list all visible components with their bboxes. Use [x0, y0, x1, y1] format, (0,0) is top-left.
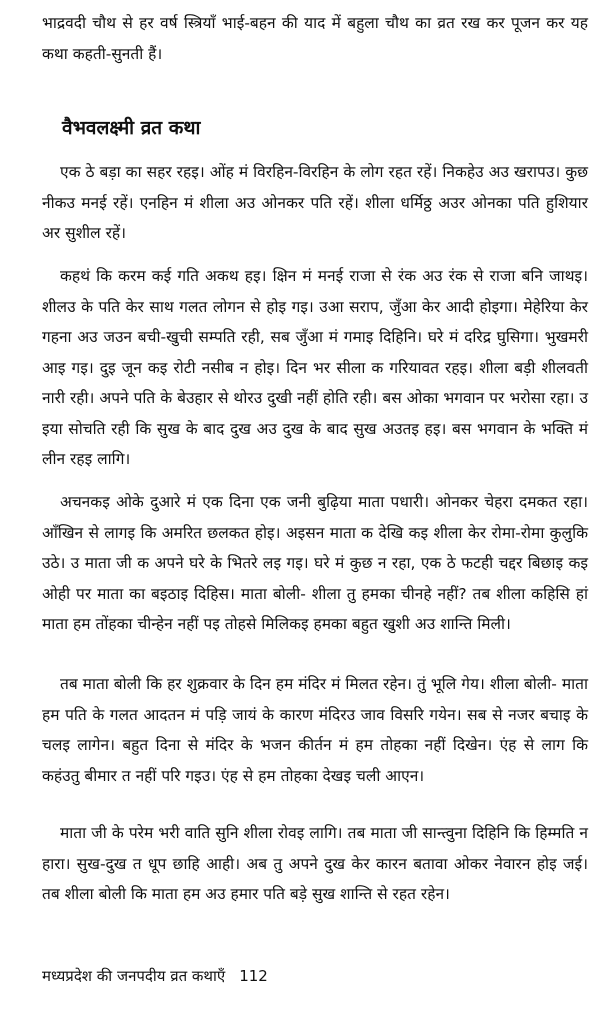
paragraph-2: कहथं कि करम कई गति अकथ हइ। क्षिन मं मनई राजा से रंक अउ रंक से राजा बनि जाथइ। शीलउ के पति केर साथ गलत लोगन से होइ गइ। उआ सराप, जुँआ केर आदी होइगा। मेहेरिया केर गहना अउ जउन बची-खुची सम्पति रही, सब जुँआ मं गमाइ दिहिनि। घरे मं दरिद्र घुसिगा। भुखमरी आइ गइ। दुइ जून कइ रोटी नसीब न होइ। दिन भर सीला क गरियावत रहइ। शीला बड़ी शीलवती नारी रही। अपने पति के बेउहार से थोरउ दुखी नहीं होति रही। बस ओका भगवान पर भरोसा रहा। उ इया सोचति रही कि सुख के बाद दुख अउ दुख के बाद सुख अउतइ हइ। बस भगवान के भक्ति मं लीन रहइ लागि।: [42, 267, 588, 468]
paragraph-5: माता जी के परेम भरी वाति सुनि शीला रोवइ लागि। तब माता जी सान्त्वुना दिहिनि कि हिम्मति न हारा। सुख-दुख त धूप छाहि आही। अब तु अपने दुख केर कारन बतावा ओकर नेवारन होइ जई। तब शीला बोली कि माता हम अउ हमार पति बड़े सुख शान्ति से रहत रहेन।: [42, 824, 588, 903]
page-number: 112: [239, 967, 268, 985]
intro-paragraph: भाद्रवदी चौथ से हर वर्ष स्त्रियाँ भाई-बहन की याद में बहुला चौथ का व्रत रख कर पूजन कर यह कथा कहती-सुनती हैं।: [42, 14, 588, 63]
paragraph-1: एक ठे बड़ा का सहर रहइ। ओंह मं विरहिन-विरहिन के लोग रहत रहें। निकहेउ अउ खरापउ। कुछ नीकउ मनई रहें। एनहिन मं शीला अउ ओनकर पति रहें। शीला धर्मिठ्ठ अउर ओनका पति हुशियार अर सुशील रहें।: [42, 163, 588, 242]
book-title: मध्यप्रदेश की जनपदीय व्रत कथाएँ: [42, 967, 226, 985]
page-footer: [42, 966, 268, 986]
section-heading: वैभवलक्ष्मी व्रत कथा: [62, 117, 201, 139]
paragraph-3: अचनकइ ओके दुआरे मं एक दिना एक जनी बुढ़िया माता पधारी। ओनकर चेहरा दमकत रहा। आँखिन से लागइ कि अमरित छलकत होइ। अइसन माता क देखि कइ शीला केर रोमा-रोमा कुलुकि उठे। उ माता जी क अपने घरे के भितरे लइ गइ। घरे मं कुछ न रहा, एक ठे फटही चद्दर बिछाइ कइ ओही पर माता का बइठाइ दिहिस। माता बोली- शीला तु हमका चीनहे नहीं? तब शीला कहिसि हां माता हम तोंहका चीन्हेन नहीं पइ तोहसे मिलिकइ हमका बहुत खुशी अउ शान्ति मिली।: [42, 493, 588, 633]
paragraph-4: तब माता बोली कि हर शुक्रवार के दिन हम मंदिर मं मिलत रहेन। तुं भूलि गेय। शीला बोली- माता हम पति के गलत आदतन मं पड़ि जायं के कारण मंदिरउ जाव विसरि गयेन। सब से नजर बचाइ के चलइ लागेन। बहुत दिना से मंदिर के भजन कीर्तन मं हम तोहका नहीं दिखेन। एंह से लाग कि कहंउतु बीमार त नहीं परि गइउ। एंह से हम तोहका देखइ चली आएन।: [42, 675, 588, 785]
